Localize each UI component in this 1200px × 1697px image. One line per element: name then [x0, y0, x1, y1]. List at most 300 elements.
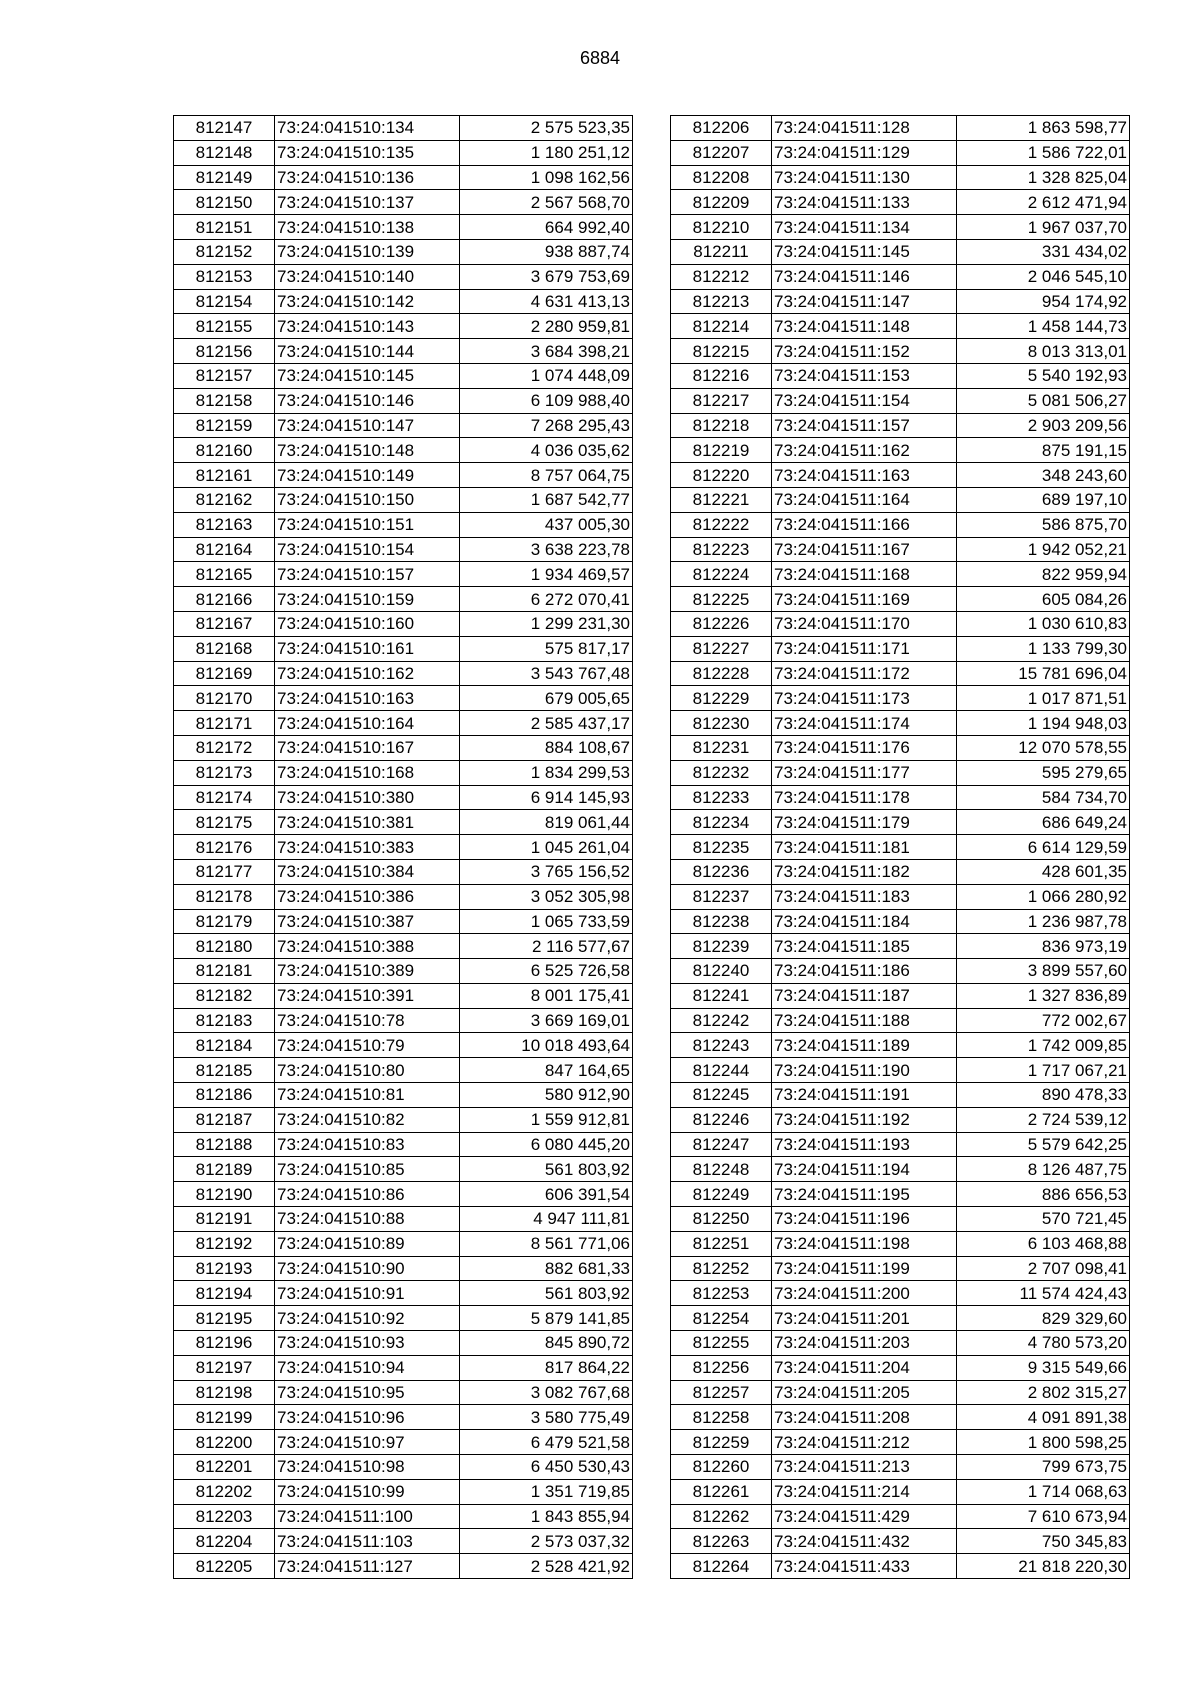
value-cell: 886 656,53 — [957, 1182, 1130, 1207]
row-number-cell: 812152 — [174, 239, 275, 264]
value-cell: 8 561 771,06 — [460, 1231, 633, 1256]
row-number-cell: 812181 — [174, 959, 275, 984]
table-row — [174, 1455, 633, 1480]
row-number-cell: 812205 — [174, 1554, 275, 1579]
value-cell: 1 030 610,83 — [957, 611, 1130, 636]
row-number-cell: 812233 — [671, 785, 772, 810]
cadastral-number-cell: 73:24:041510:381 — [275, 810, 460, 835]
value-cell: 1 714 068,63 — [957, 1479, 1130, 1504]
cadastral-number-cell: 73:24:041510:164 — [275, 711, 460, 736]
table-row — [671, 388, 1130, 413]
cadastral-number-cell: 73:24:041511:128 — [772, 116, 957, 141]
value-cell: 2 585 437,17 — [460, 711, 633, 736]
value-cell: 4 036 035,62 — [460, 438, 633, 463]
value-cell: 3 638 223,78 — [460, 537, 633, 562]
table-row — [671, 810, 1130, 835]
cadastral-number-cell: 73:24:041511:185 — [772, 934, 957, 959]
table-row — [174, 810, 633, 835]
table-row — [671, 363, 1130, 388]
cadastral-number-cell: 73:24:041510:98 — [275, 1455, 460, 1480]
row-number-cell: 812226 — [671, 611, 772, 636]
table-row — [671, 636, 1130, 661]
row-number-cell: 812246 — [671, 1107, 772, 1132]
table-row — [174, 413, 633, 438]
cadastral-number-cell: 73:24:041510:151 — [275, 512, 460, 537]
cadastral-number-cell: 73:24:041511:148 — [772, 314, 957, 339]
row-number-cell: 812162 — [174, 487, 275, 512]
row-number-cell: 812167 — [174, 611, 275, 636]
table-row — [671, 1355, 1130, 1380]
cadastral-number-cell: 73:24:041510:92 — [275, 1306, 460, 1331]
value-cell: 2 528 421,92 — [460, 1554, 633, 1579]
cadastral-number-cell: 73:24:041510:389 — [275, 959, 460, 984]
table-row — [174, 1554, 633, 1579]
row-number-cell: 812248 — [671, 1157, 772, 1182]
row-number-cell: 812216 — [671, 363, 772, 388]
table-row — [174, 884, 633, 909]
value-cell: 750 345,83 — [957, 1529, 1130, 1554]
row-number-cell: 812177 — [174, 859, 275, 884]
cadastral-number-cell: 73:24:041511:173 — [772, 686, 957, 711]
table-row — [174, 1008, 633, 1033]
value-cell: 1 934 469,57 — [460, 562, 633, 587]
row-number-cell: 812203 — [174, 1504, 275, 1529]
table-row — [671, 413, 1130, 438]
cadastral-number-cell: 73:24:041510:160 — [275, 611, 460, 636]
table-row — [174, 1132, 633, 1157]
value-cell: 3 580 775,49 — [460, 1405, 633, 1430]
value-cell: 6 109 988,40 — [460, 388, 633, 413]
cadastral-number-cell: 73:24:041510:386 — [275, 884, 460, 909]
row-number-cell: 812158 — [174, 388, 275, 413]
table-row — [671, 1256, 1130, 1281]
cadastral-number-cell: 73:24:041510:135 — [275, 140, 460, 165]
value-cell: 331 434,02 — [957, 239, 1130, 264]
table-row — [174, 859, 633, 884]
row-number-cell: 812211 — [671, 239, 772, 264]
row-number-cell: 812150 — [174, 190, 275, 215]
row-number-cell: 812176 — [174, 835, 275, 860]
row-number-cell: 812256 — [671, 1355, 772, 1380]
cadastral-number-cell: 73:24:041511:129 — [772, 140, 957, 165]
value-cell: 10 018 493,64 — [460, 1033, 633, 1058]
cadastral-number-cell: 73:24:041510:380 — [275, 785, 460, 810]
cadastral-number-cell: 73:24:041511:204 — [772, 1355, 957, 1380]
cadastral-number-cell: 73:24:041511:199 — [772, 1256, 957, 1281]
table-row — [671, 1132, 1130, 1157]
table-row — [174, 537, 633, 562]
table-row — [174, 1231, 633, 1256]
cadastral-number-cell: 73:24:041511:167 — [772, 537, 957, 562]
cadastral-number-cell: 73:24:041511:152 — [772, 339, 957, 364]
value-cell: 570 721,45 — [957, 1207, 1130, 1232]
row-number-cell: 812189 — [174, 1157, 275, 1182]
cadastral-number-cell: 73:24:041511:146 — [772, 264, 957, 289]
value-cell: 348 243,60 — [957, 463, 1130, 488]
value-cell: 679 005,65 — [460, 686, 633, 711]
value-cell: 8 757 064,75 — [460, 463, 633, 488]
row-number-cell: 812247 — [671, 1132, 772, 1157]
cadastral-number-cell: 73:24:041511:103 — [275, 1529, 460, 1554]
table-row — [174, 140, 633, 165]
cadastral-number-cell: 73:24:041510:85 — [275, 1157, 460, 1182]
value-cell: 819 061,44 — [460, 810, 633, 835]
cadastral-number-cell: 73:24:041510:383 — [275, 835, 460, 860]
row-number-cell: 812166 — [174, 587, 275, 612]
table-row — [671, 711, 1130, 736]
value-cell: 954 174,92 — [957, 289, 1130, 314]
row-number-cell: 812151 — [174, 215, 275, 240]
row-number-cell: 812147 — [174, 116, 275, 141]
table-row — [671, 1380, 1130, 1405]
cadastral-number-cell: 73:24:041511:168 — [772, 562, 957, 587]
row-number-cell: 812206 — [671, 116, 772, 141]
value-cell: 437 005,30 — [460, 512, 633, 537]
value-cell: 1 074 448,09 — [460, 363, 633, 388]
cadastral-number-cell: 73:24:041511:166 — [772, 512, 957, 537]
table-row — [671, 1058, 1130, 1083]
row-number-cell: 812197 — [174, 1355, 275, 1380]
value-cell: 3 684 398,21 — [460, 339, 633, 364]
cadastral-number-cell: 73:24:041510:94 — [275, 1355, 460, 1380]
value-cell: 1 717 067,21 — [957, 1058, 1130, 1083]
value-cell: 3 899 557,60 — [957, 959, 1130, 984]
row-number-cell: 812237 — [671, 884, 772, 909]
left-table-body — [174, 116, 633, 1579]
table-row — [174, 165, 633, 190]
table-row — [174, 1157, 633, 1182]
value-cell: 1 065 733,59 — [460, 909, 633, 934]
table-row — [174, 215, 633, 240]
cadastral-number-cell: 73:24:041511:184 — [772, 909, 957, 934]
table-row — [174, 388, 633, 413]
value-cell: 2 280 959,81 — [460, 314, 633, 339]
value-cell: 2 573 037,32 — [460, 1529, 633, 1554]
row-number-cell: 812188 — [174, 1132, 275, 1157]
row-number-cell: 812243 — [671, 1033, 772, 1058]
cadastral-number-cell: 73:24:041510:167 — [275, 735, 460, 760]
table-row — [671, 1331, 1130, 1356]
table-row — [671, 1083, 1130, 1108]
cadastral-number-cell: 73:24:041510:391 — [275, 983, 460, 1008]
cadastral-number-cell: 73:24:041511:130 — [772, 165, 957, 190]
table-row — [174, 1083, 633, 1108]
table-row — [174, 835, 633, 860]
value-cell: 6 080 445,20 — [460, 1132, 633, 1157]
cadastral-number-cell: 73:24:041511:203 — [772, 1331, 957, 1356]
value-cell: 4 091 891,38 — [957, 1405, 1130, 1430]
value-cell: 21 818 220,30 — [957, 1554, 1130, 1579]
row-number-cell: 812207 — [671, 140, 772, 165]
cadastral-number-cell: 73:24:041511:154 — [772, 388, 957, 413]
value-cell: 9 315 549,66 — [957, 1355, 1130, 1380]
cadastral-number-cell: 73:24:041511:183 — [772, 884, 957, 909]
value-cell: 6 614 129,59 — [957, 835, 1130, 860]
table-row — [671, 537, 1130, 562]
value-cell: 12 070 578,55 — [957, 735, 1130, 760]
table-row — [174, 1380, 633, 1405]
cadastral-number-cell: 73:24:041511:179 — [772, 810, 957, 835]
cadastral-number-cell: 73:24:041510:384 — [275, 859, 460, 884]
value-cell: 1 351 719,85 — [460, 1479, 633, 1504]
row-number-cell: 812223 — [671, 537, 772, 562]
row-number-cell: 812259 — [671, 1430, 772, 1455]
cadastral-number-cell: 73:24:041510:154 — [275, 537, 460, 562]
cadastral-number-cell: 73:24:041510:150 — [275, 487, 460, 512]
value-cell: 6 914 145,93 — [460, 785, 633, 810]
cadastral-number-cell: 73:24:041510:144 — [275, 339, 460, 364]
table-row — [671, 487, 1130, 512]
cadastral-number-cell: 73:24:041511:169 — [772, 587, 957, 612]
value-cell: 772 002,67 — [957, 1008, 1130, 1033]
row-number-cell: 812172 — [174, 735, 275, 760]
value-cell: 1 687 542,77 — [460, 487, 633, 512]
cadastral-number-cell: 73:24:041510:147 — [275, 413, 460, 438]
value-cell: 8 001 175,41 — [460, 983, 633, 1008]
cadastral-number-cell: 73:24:041511:195 — [772, 1182, 957, 1207]
row-number-cell: 812165 — [174, 562, 275, 587]
value-cell: 2 575 523,35 — [460, 116, 633, 141]
cadastral-number-cell: 73:24:041510:157 — [275, 562, 460, 587]
table-row — [671, 1405, 1130, 1430]
row-number-cell: 812215 — [671, 339, 772, 364]
cadastral-number-cell: 73:24:041510:148 — [275, 438, 460, 463]
row-number-cell: 812157 — [174, 363, 275, 388]
table-row — [671, 1008, 1130, 1033]
row-number-cell: 812229 — [671, 686, 772, 711]
table-row — [671, 438, 1130, 463]
value-cell: 7 268 295,43 — [460, 413, 633, 438]
cadastral-number-cell: 73:24:041511:171 — [772, 636, 957, 661]
page-number: 6884 — [579, 48, 621, 68]
value-cell: 1 180 251,12 — [460, 140, 633, 165]
table-row — [671, 934, 1130, 959]
table-row — [174, 239, 633, 264]
table-row — [671, 686, 1130, 711]
value-cell: 1 742 009,85 — [957, 1033, 1130, 1058]
row-number-cell: 812232 — [671, 760, 772, 785]
value-cell: 3 543 767,48 — [460, 661, 633, 686]
cadastral-number-cell: 73:24:041510:136 — [275, 165, 460, 190]
row-number-cell: 812262 — [671, 1504, 772, 1529]
row-number-cell: 812192 — [174, 1231, 275, 1256]
cadastral-number-cell: 73:24:041511:212 — [772, 1430, 957, 1455]
row-number-cell: 812236 — [671, 859, 772, 884]
cadastral-number-cell: 73:24:041510:91 — [275, 1281, 460, 1306]
table-row — [671, 1504, 1130, 1529]
cadastral-number-cell: 73:24:041511:433 — [772, 1554, 957, 1579]
row-number-cell: 812193 — [174, 1256, 275, 1281]
value-cell: 3 765 156,52 — [460, 859, 633, 884]
table-row — [174, 1405, 633, 1430]
row-number-cell: 812183 — [174, 1008, 275, 1033]
row-number-cell: 812156 — [174, 339, 275, 364]
value-cell: 1 967 037,70 — [957, 215, 1130, 240]
value-cell: 2 802 315,27 — [957, 1380, 1130, 1405]
table-row — [671, 116, 1130, 141]
table-row — [671, 1207, 1130, 1232]
table-row — [671, 215, 1130, 240]
cadastral-number-cell: 73:24:041511:200 — [772, 1281, 957, 1306]
value-cell: 1 066 280,92 — [957, 884, 1130, 909]
cadastral-number-cell: 73:24:041511:177 — [772, 760, 957, 785]
cadastral-number-cell: 73:24:041510:168 — [275, 760, 460, 785]
row-number-cell: 812249 — [671, 1182, 772, 1207]
table-row — [671, 785, 1130, 810]
row-number-cell: 812159 — [174, 413, 275, 438]
table-row — [671, 314, 1130, 339]
table-row — [671, 661, 1130, 686]
value-cell: 938 887,74 — [460, 239, 633, 264]
table-row — [174, 363, 633, 388]
table-row — [671, 760, 1130, 785]
cadastral-number-cell: 73:24:041510:83 — [275, 1132, 460, 1157]
row-number-cell: 812173 — [174, 760, 275, 785]
row-number-cell: 812218 — [671, 413, 772, 438]
value-cell: 1 559 912,81 — [460, 1107, 633, 1132]
row-number-cell: 812190 — [174, 1182, 275, 1207]
table-row — [174, 661, 633, 686]
row-number-cell: 812219 — [671, 438, 772, 463]
cadastral-number-cell: 73:24:041511:153 — [772, 363, 957, 388]
row-number-cell: 812228 — [671, 661, 772, 686]
table-row — [174, 463, 633, 488]
cadastral-number-cell: 73:24:041511:189 — [772, 1033, 957, 1058]
cadastral-number-cell: 73:24:041511:157 — [772, 413, 957, 438]
row-number-cell: 812255 — [671, 1331, 772, 1356]
row-number-cell: 812196 — [174, 1331, 275, 1356]
row-number-cell: 812160 — [174, 438, 275, 463]
table-row — [671, 289, 1130, 314]
row-number-cell: 812231 — [671, 735, 772, 760]
row-number-cell: 812261 — [671, 1479, 772, 1504]
cadastral-number-cell: 73:24:041511:134 — [772, 215, 957, 240]
row-number-cell: 812187 — [174, 1107, 275, 1132]
table-row — [174, 587, 633, 612]
cadastral-number-cell: 73:24:041510:80 — [275, 1058, 460, 1083]
value-cell: 6 450 530,43 — [460, 1455, 633, 1480]
table-row — [174, 1058, 633, 1083]
row-number-cell: 812212 — [671, 264, 772, 289]
table-row — [671, 239, 1130, 264]
value-cell: 6 525 726,58 — [460, 959, 633, 984]
table-row — [174, 562, 633, 587]
row-number-cell: 812171 — [174, 711, 275, 736]
row-number-cell: 812175 — [174, 810, 275, 835]
row-number-cell: 812161 — [174, 463, 275, 488]
row-number-cell: 812168 — [174, 636, 275, 661]
value-cell: 575 817,17 — [460, 636, 633, 661]
table-row — [174, 1107, 633, 1132]
cadastral-number-cell: 73:24:041510:137 — [275, 190, 460, 215]
cadastral-number-cell: 73:24:041510:78 — [275, 1008, 460, 1033]
value-cell: 4 631 413,13 — [460, 289, 633, 314]
row-number-cell: 812242 — [671, 1008, 772, 1033]
table-row — [671, 1479, 1130, 1504]
value-cell: 1 045 261,04 — [460, 835, 633, 860]
cadastral-number-cell: 73:24:041510:159 — [275, 587, 460, 612]
row-number-cell: 812239 — [671, 934, 772, 959]
value-cell: 11 574 424,43 — [957, 1281, 1130, 1306]
value-cell: 586 875,70 — [957, 512, 1130, 537]
row-number-cell: 812251 — [671, 1231, 772, 1256]
table-row — [174, 1331, 633, 1356]
row-number-cell: 812195 — [174, 1306, 275, 1331]
table-row — [174, 1355, 633, 1380]
value-cell: 3 679 753,69 — [460, 264, 633, 289]
cadastral-number-cell: 73:24:041510:162 — [275, 661, 460, 686]
value-cell: 605 084,26 — [957, 587, 1130, 612]
cadastral-number-cell: 73:24:041510:93 — [275, 1331, 460, 1356]
table-row — [174, 785, 633, 810]
cadastral-number-cell: 73:24:041510:149 — [275, 463, 460, 488]
table-row — [174, 438, 633, 463]
row-number-cell: 812225 — [671, 587, 772, 612]
table-row — [174, 711, 633, 736]
cadastral-number-cell: 73:24:041511:193 — [772, 1132, 957, 1157]
row-number-cell: 812230 — [671, 711, 772, 736]
row-number-cell: 812213 — [671, 289, 772, 314]
value-cell: 7 610 673,94 — [957, 1504, 1130, 1529]
row-number-cell: 812194 — [174, 1281, 275, 1306]
cadastral-number-cell: 73:24:041510:161 — [275, 636, 460, 661]
table-row — [671, 1033, 1130, 1058]
table-row — [671, 1306, 1130, 1331]
row-number-cell: 812221 — [671, 487, 772, 512]
cadastral-number-cell: 73:24:041511:162 — [772, 438, 957, 463]
table-row — [174, 1281, 633, 1306]
value-cell: 1 800 598,25 — [957, 1430, 1130, 1455]
row-number-cell: 812260 — [671, 1455, 772, 1480]
cadastral-number-cell: 73:24:041511:205 — [772, 1380, 957, 1405]
cadastral-number-cell: 73:24:041510:142 — [275, 289, 460, 314]
cadastral-number-cell: 73:24:041510:139 — [275, 239, 460, 264]
table-row — [174, 1182, 633, 1207]
value-cell: 580 912,90 — [460, 1083, 633, 1108]
cadastral-number-cell: 73:24:041511:194 — [772, 1157, 957, 1182]
table-row — [671, 835, 1130, 860]
value-cell: 5 081 506,27 — [957, 388, 1130, 413]
value-cell: 1 834 299,53 — [460, 760, 633, 785]
cadastral-number-cell: 73:24:041511:163 — [772, 463, 957, 488]
cadastral-number-cell: 73:24:041511:429 — [772, 1504, 957, 1529]
row-number-cell: 812224 — [671, 562, 772, 587]
cadastral-number-cell: 73:24:041511:191 — [772, 1083, 957, 1108]
cadastral-number-cell: 73:24:041510:140 — [275, 264, 460, 289]
value-cell: 1 942 052,21 — [957, 537, 1130, 562]
value-cell: 8 013 313,01 — [957, 339, 1130, 364]
cadastral-number-cell: 73:24:041511:174 — [772, 711, 957, 736]
value-cell: 2 567 568,70 — [460, 190, 633, 215]
row-number-cell: 812149 — [174, 165, 275, 190]
cadastral-number-cell: 73:24:041510:138 — [275, 215, 460, 240]
row-number-cell: 812253 — [671, 1281, 772, 1306]
table-row — [671, 512, 1130, 537]
row-number-cell: 812235 — [671, 835, 772, 860]
value-cell: 1 327 836,89 — [957, 983, 1130, 1008]
value-cell: 1 843 855,94 — [460, 1504, 633, 1529]
table-row — [174, 909, 633, 934]
table-row — [671, 859, 1130, 884]
cadastral-number-cell: 73:24:041510:143 — [275, 314, 460, 339]
value-cell: 845 890,72 — [460, 1331, 633, 1356]
value-cell: 822 959,94 — [957, 562, 1130, 587]
table-row — [671, 959, 1130, 984]
cadastral-number-cell: 73:24:041511:176 — [772, 735, 957, 760]
table-row — [174, 1430, 633, 1455]
value-cell: 1 299 231,30 — [460, 611, 633, 636]
value-cell: 1 098 162,56 — [460, 165, 633, 190]
